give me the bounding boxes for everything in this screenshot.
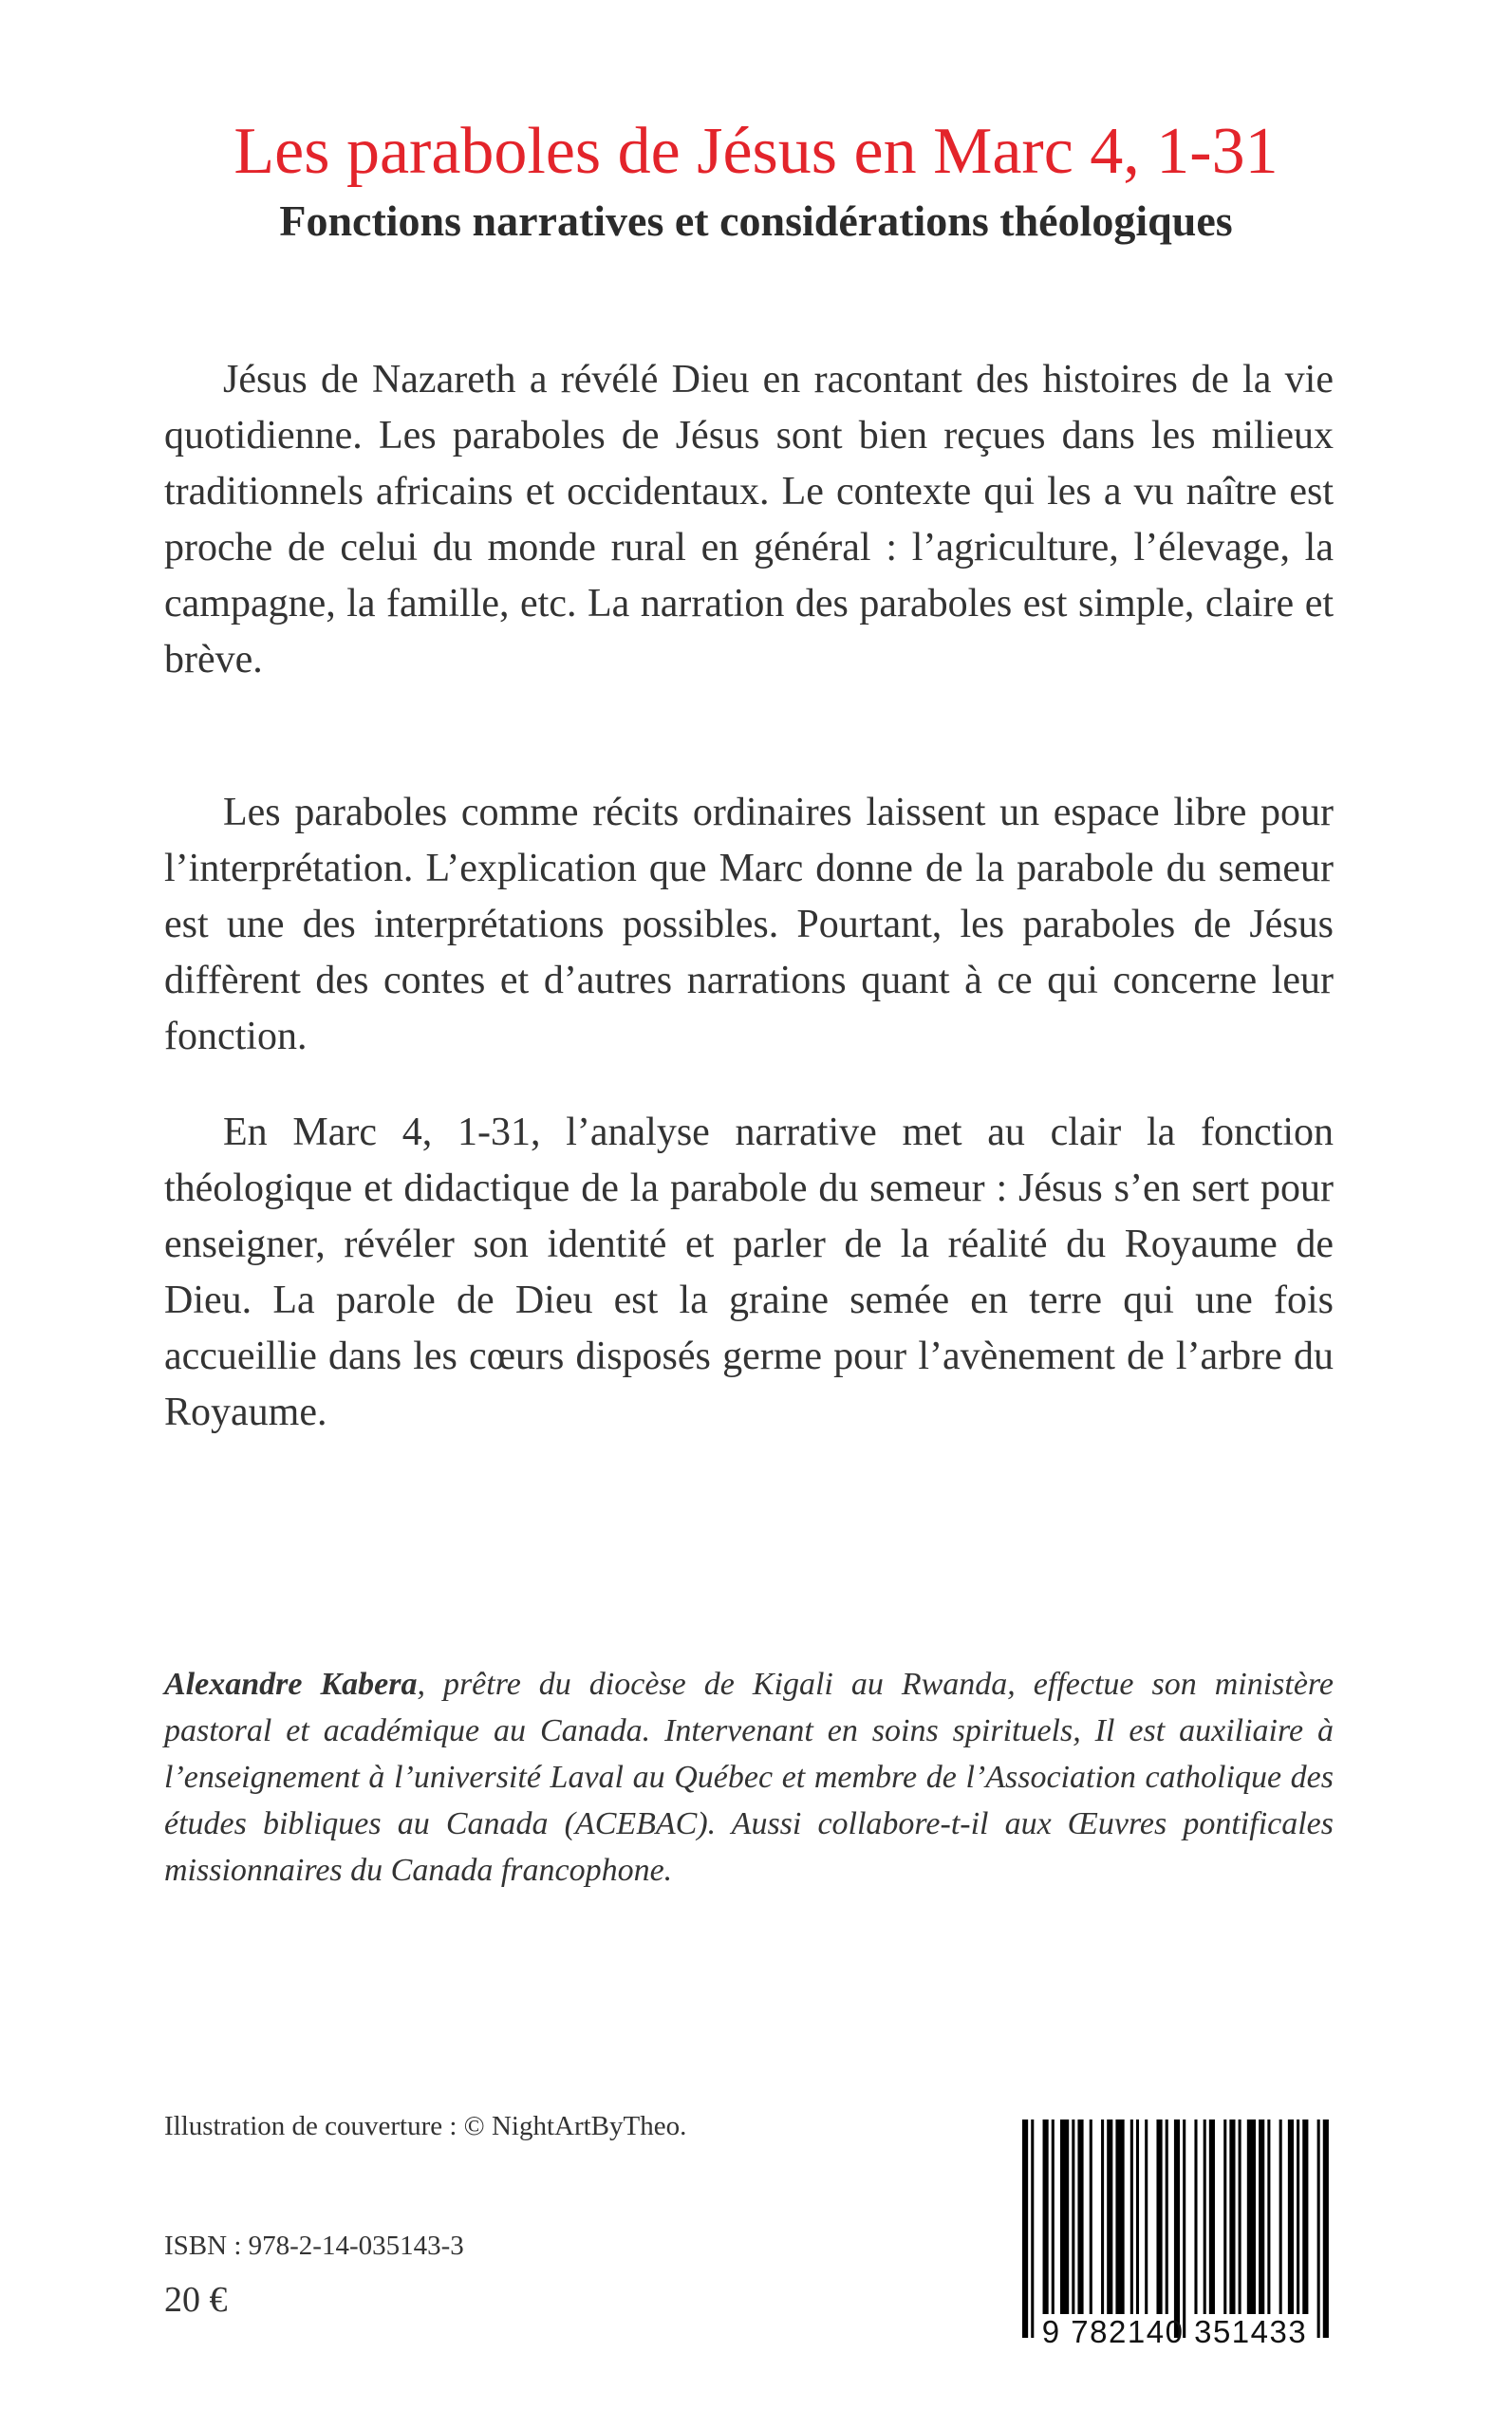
- isbn-label: ISBN : 978-2-14-035143-3: [164, 2231, 464, 2261]
- barcode-bar: [1166, 2120, 1168, 2314]
- barcode-bar: [1115, 2120, 1124, 2314]
- barcode-bar: [1174, 2120, 1180, 2338]
- barcode-bar: [1052, 2120, 1055, 2314]
- barcode-bar: [1090, 2120, 1092, 2314]
- barcode-bar: [1183, 2120, 1185, 2338]
- barcode-bar: [1259, 2120, 1264, 2314]
- barcode-bar: [1043, 2120, 1049, 2314]
- barcode-bar: [1130, 2120, 1133, 2314]
- summary-paragraph-3: En Marc 4, 1-31, l’analyse narrative met au clair la fonction théologique et didactique de la parabole du semeur : Jésus s’en sert pour enseigner, révéler son identité et parler de la réalité du Royaume de Dieu. La parole de Dieu est la graine semée en terre qui une fois accueillie dans les cœurs disposés germe pour l’avènement de l’arbre du Royaume.: [164, 1111, 1334, 1434]
- barcode-bar: [1101, 2120, 1104, 2314]
- barcode: [1020, 2120, 1334, 2338]
- barcode-bar: [1317, 2120, 1320, 2338]
- barcode-bar: [1247, 2120, 1256, 2314]
- barcode-bar: [1204, 2120, 1206, 2314]
- cover-illustration-credit: Illustration de couverture : © NightArtByTheo.: [164, 2111, 687, 2141]
- barcode-bar: [1297, 2120, 1299, 2314]
- barcode-bar: [1072, 2120, 1074, 2314]
- barcode-digits: 9 782140 351433: [1041, 2314, 1308, 2349]
- barcode-bar: [1060, 2120, 1069, 2314]
- barcode-bar: [1279, 2120, 1282, 2314]
- barcode-bar: [1229, 2120, 1235, 2314]
- book-title: Les paraboles de Jésus en Marc 4, 1-31: [233, 115, 1279, 188]
- barcode-bar: [1223, 2120, 1226, 2314]
- barcode-bar: [1323, 2120, 1329, 2338]
- summary-paragraph-2: Les paraboles comme récits ordinaires laissent un espace libre pour l’interprétation. L’explication que Marc donne de la parabole du semeur est une des interprétations possibles. Pourtant, les paraboles de Jésus diffèrent des contes et d’autres narrations quant à ce qui concerne leur fonction.: [164, 791, 1334, 1058]
- author-bio: [164, 1661, 1334, 1894]
- barcode-bar: [1077, 2120, 1083, 2314]
- barcode-bar: [1136, 2120, 1139, 2314]
- barcode-bar: [1239, 2120, 1241, 2314]
- barcode-bar: [1145, 2120, 1148, 2314]
- barcode-bar: [1022, 2120, 1028, 2338]
- price-label: 20 €: [164, 2280, 228, 2320]
- barcode-bar: [1156, 2120, 1162, 2314]
- barcode-bar: [1194, 2120, 1197, 2314]
- author-bio-text: , prêtre du diocèse de Kigali au Rwanda, effectue son ministère pastoral et académique au Canada. Intervenant en soins spirituels, Il est auxiliaire à l’enseignement à l’université Laval au Québec et membre de l’Association catholique des études bibliques au Canada (ACEBAC). Aussi collabore-t-il aux Œuvres pontificales missionnaires du Canada francophone.: [164, 1667, 1334, 1888]
- barcode-bar: [1031, 2120, 1034, 2338]
- book-subtitle: Fonctions narratives et considérations théologiques: [279, 196, 1233, 245]
- barcode-bar: [1209, 2120, 1215, 2314]
- barcode-bar: [1107, 2120, 1112, 2314]
- summary-paragraph-1: Jésus de Nazareth a révélé Dieu en racontant des histoires de la vie quotidienne. Les paraboles de Jésus sont bien reçues dans les milieux traditionnels africains et occidentaux. Le contexte qui les a vu naître est proche de celui du monde rural en général : l’agriculture, l’élevage, la campagne, la famille, etc. La narration des paraboles est simple, claire et brève.: [164, 358, 1334, 682]
- barcode-bar: [1267, 2120, 1270, 2314]
- barcode-bar: [1288, 2120, 1294, 2314]
- author-name: Alexandre Kabera: [164, 1667, 418, 1702]
- barcode-bar: [1302, 2120, 1308, 2314]
